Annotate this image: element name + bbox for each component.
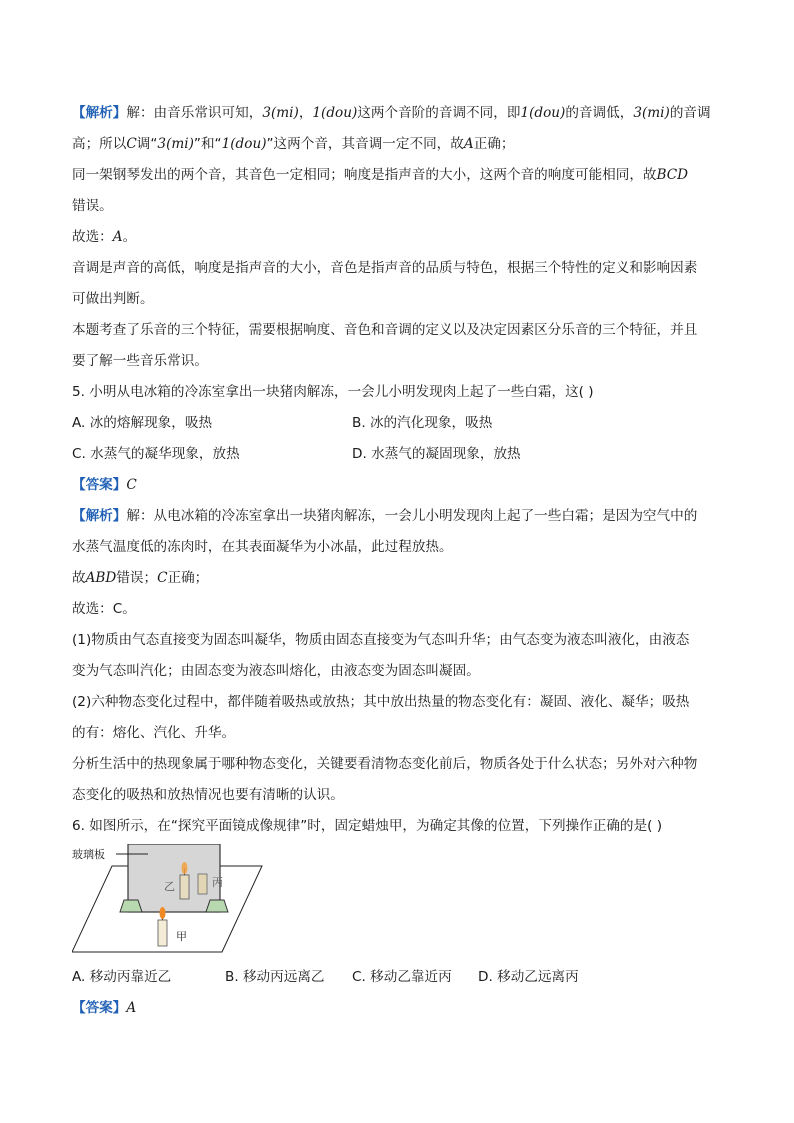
q4-explain-line-2: 可做出判断。 xyxy=(72,291,154,307)
q6-option-a[interactable]: A. 移动丙靠近乙 xyxy=(72,969,172,985)
q6-option-d[interactable]: D. 移动乙远离丙 xyxy=(478,969,579,985)
label-jia: 甲 xyxy=(176,930,187,943)
right-support xyxy=(206,900,228,912)
candle-jia xyxy=(158,920,167,946)
q6-options-row xyxy=(72,962,722,993)
q4-analysis-line-4: 错误。 xyxy=(72,198,113,214)
answer-tag: 【答案】 xyxy=(72,477,127,493)
q6-option-c[interactable]: C. 移动乙靠近丙 xyxy=(352,969,452,985)
q4-analysis-line-1: 【解析】解：由音乐常识可知，3(mi)，1(dou)这两个音阶的音调不同，即1(dou)的音调低，3(mi)的音调 xyxy=(72,105,711,121)
candle-yi-flame xyxy=(182,862,188,874)
q5-explain-line-1: (1)物质由气态直接变为固态叫凝华，物质由固态直接变为气态叫升华；由气态变为液态叫液化，由液态 xyxy=(72,632,690,648)
q6-figure xyxy=(72,842,722,962)
q6-stem: 6. 如图所示，在“探究平面镜成像规律”时，固定蜡烛甲，为确定其像的位置，下列操作正确的是( ) xyxy=(72,818,663,834)
q5-option-c[interactable]: C. 水蒸气的凝华现象，放热 xyxy=(72,446,240,462)
q6-answer: A xyxy=(126,1000,137,1016)
q5-option-a[interactable]: A. 冰的熔解现象，吸热 xyxy=(72,415,213,431)
q5-stem: 5. 小明从电冰箱的冷冻室拿出一块猪肉解冻，一会儿小明发现肉上起了一些白霜，这( ) xyxy=(72,384,594,400)
mirror-experiment-diagram xyxy=(72,844,272,962)
label-yi: 乙 xyxy=(164,880,175,893)
q5-answer: C xyxy=(126,477,137,493)
label-glass: 玻璃板 xyxy=(72,848,105,861)
label-bing: 丙 xyxy=(212,876,223,889)
q5-analysis-line-1: 【解析】解：从电冰箱的冷冻室拿出一块猪肉解冻，一会儿小明发现肉上起了一些白霜；是因为空气中的 xyxy=(72,508,698,524)
q4-analysis-line-3: 同一架钢琴发出的两个音，其音色一定相同；响度是指声音的大小，这两个音的响度可能相同，故BCD xyxy=(72,167,689,183)
left-support xyxy=(120,900,142,912)
q4-summary-line-1: 本题考查了乐音的三个特征，需要根据响度、音色和音调的定义以及决定因素区分乐音的三个特征，并且 xyxy=(72,322,698,338)
document-page xyxy=(72,98,722,1024)
q5-analysis-line-3: 故ABD错误；C正确； xyxy=(72,570,209,586)
candle-yi xyxy=(180,875,189,899)
candle-jia-flame xyxy=(160,907,166,919)
analysis-tag: 【解析】 xyxy=(72,508,127,524)
candle-bing xyxy=(198,874,207,894)
q5-option-d[interactable]: D. 水蒸气的凝固现象，放热 xyxy=(352,446,521,462)
q4-analysis-line-2: 高；所以C调“3(mi)”和“1(dou)”这两个音，其音调一定不同，故A正确； xyxy=(72,136,515,152)
q4-summary-line-2: 要了解一些音乐常识。 xyxy=(72,353,208,369)
q5-summary-line-1: 分析生活中的热现象属于哪种物态变化，关键要看清物态变化前后，物质各处于什么状态；另外对六种物 xyxy=(72,756,698,772)
q4-explain-line-1: 音调是声音的高低，响度是指声音的大小，音色是指声音的品质与特色，根据三个特性的定义和影响因素 xyxy=(72,260,698,276)
q6-option-b[interactable]: B. 移动丙远离乙 xyxy=(225,969,325,985)
q5-option-b[interactable]: B. 冰的汽化现象，吸热 xyxy=(352,415,493,431)
q5-choice-line: 故选：C。 xyxy=(72,601,136,617)
q5-options-row-1 xyxy=(72,408,722,439)
q5-explain-line-2: 变为气态叫汽化；由固态变为液态叫熔化，由液态变为固态叫凝固。 xyxy=(72,663,480,679)
q5-options-row-2 xyxy=(72,439,722,470)
q5-explain-line-3: (2)六种物态变化过程中，都伴随着吸热或放热；其中放出热量的物态变化有：凝固、液化、凝华；吸热 xyxy=(72,694,690,710)
q6-answer-line xyxy=(72,993,722,1024)
analysis-tag: 【解析】 xyxy=(72,105,127,121)
q5-explain-line-4: 的有：熔化、汽化、升华。 xyxy=(72,725,236,741)
q5-answer-line xyxy=(72,470,722,501)
q5-analysis-line-2: 水蒸气温度低的冻肉时，在其表面凝华为小冰晶，此过程放热。 xyxy=(72,539,453,555)
q4-choice-line: 故选：A。 xyxy=(72,229,137,245)
q5-summary-line-2: 态变化的吸热和放热情况也要有清晰的认识。 xyxy=(72,787,344,803)
answer-tag: 【答案】 xyxy=(72,1000,127,1016)
